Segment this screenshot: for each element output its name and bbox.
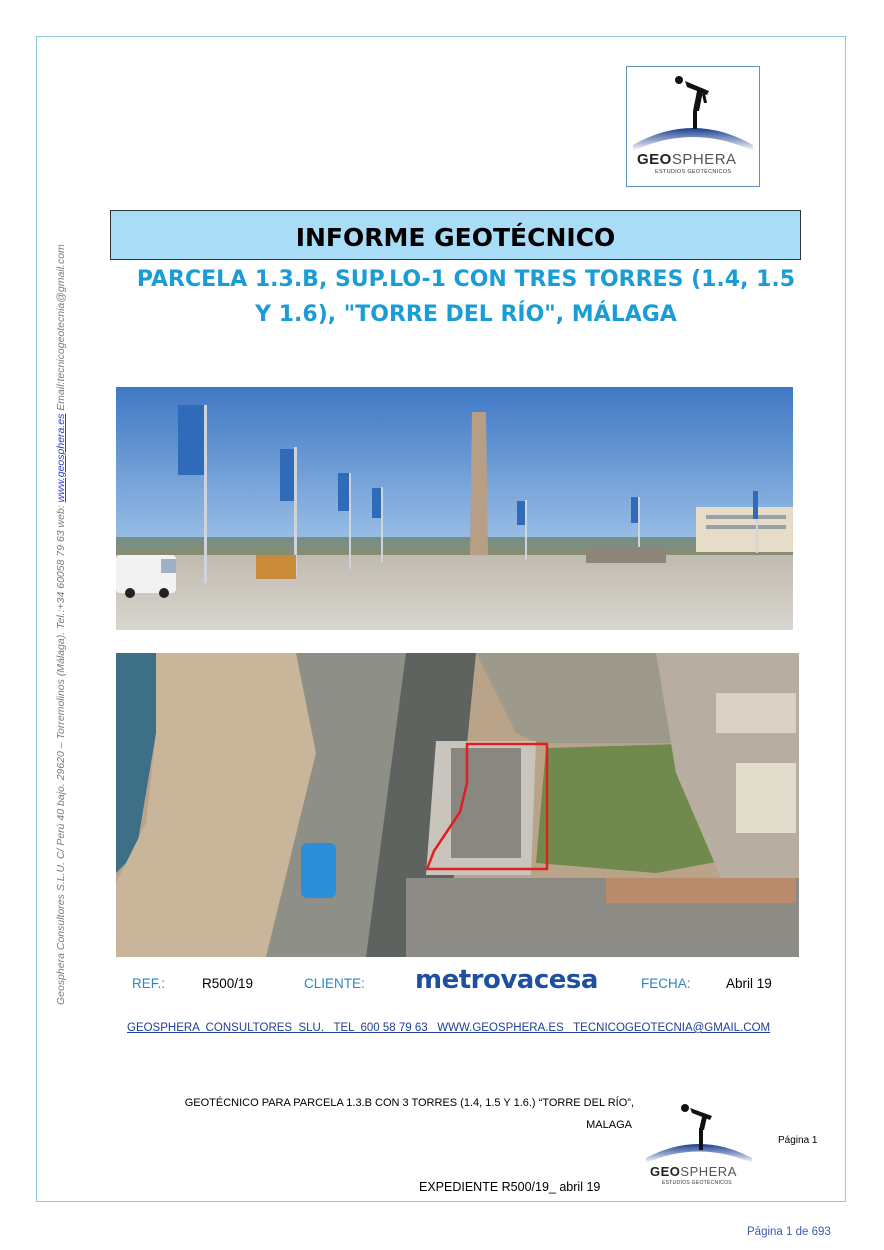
footer-title-line-1: GEOTÉCNICO PARA PARCELA 1.3.B CON 3 TORRES (1.4, 1.5 Y 1.6.) “TORRE DEL RÍO”, (184, 1097, 634, 1109)
sidebar-contact-text (53, 145, 69, 1005)
ref-value: R500/19 (202, 976, 254, 991)
page-title: INFORME GEOTÉCNICO (295, 222, 616, 252)
footer-logo-sphera-text: SPHERA (680, 1164, 737, 1179)
footer-title-line-2: MALAGA (586, 1119, 632, 1131)
title-banner (110, 210, 801, 260)
footer-logo-geo-text: GEO (650, 1164, 681, 1179)
sidebar-web-link[interactable]: www.geosphera.es (55, 413, 67, 503)
client-logo-metrovacesa: metrovacesa (415, 965, 598, 995)
date-value: Abril 19 (726, 976, 772, 991)
contact-company: GEOSPHERA CONSULTORES SLU. (127, 1022, 325, 1034)
logo-geo-text: GEO (637, 151, 672, 168)
subtitle-line-1: PARCELA 1.3.B, SUP.LO-1 CON TRES TORRES (1.4, 1.5 (136, 267, 796, 292)
logo-sphera-text: SPHERA (671, 151, 737, 168)
sidebar-address: Geosphera Consultores S.L.U. C/ Perú 40 bajo. 29620 – Torremolinos (Málaga). Tel.:+34 60058 79 63 web: (55, 502, 67, 1005)
client-label: CLIENTE: (304, 976, 365, 991)
footer-geosphera-logo (644, 1100, 754, 1190)
page-count: Página 1 de 693 (747, 1226, 831, 1238)
contact-line (127, 1022, 770, 1034)
date-label: FECHA: (641, 976, 691, 991)
aerial-photo (116, 653, 799, 957)
sidebar-email: Email:tecnicogeotecnia@gmail.com (55, 244, 67, 414)
contact-email-link[interactable]: TECNICOGEOTECNIA@GMAIL.COM (573, 1022, 771, 1034)
contact-web-link[interactable]: WWW.GEOSPHERA.ES (437, 1022, 564, 1034)
footer-logo-tagline: ESTUDIOS GEOTÉCNICOS (662, 1180, 732, 1186)
site-photo (116, 387, 793, 630)
project-subtitle (110, 262, 822, 332)
logo-tagline: ESTUDIOS GEOTÉCNICOS (655, 169, 732, 175)
geosphera-logo (626, 66, 760, 187)
page-label: Página 1 (778, 1135, 818, 1146)
subtitle-line-2: Y 1.6), "TORRE DEL RÍO", MÁLAGA (255, 302, 677, 327)
expediente-label: EXPEDIENTE R500/19_ abril 19 (419, 1180, 601, 1194)
ref-label: REF.: (132, 976, 166, 991)
contact-tel: TEL 600 58 79 63 (333, 1022, 428, 1034)
